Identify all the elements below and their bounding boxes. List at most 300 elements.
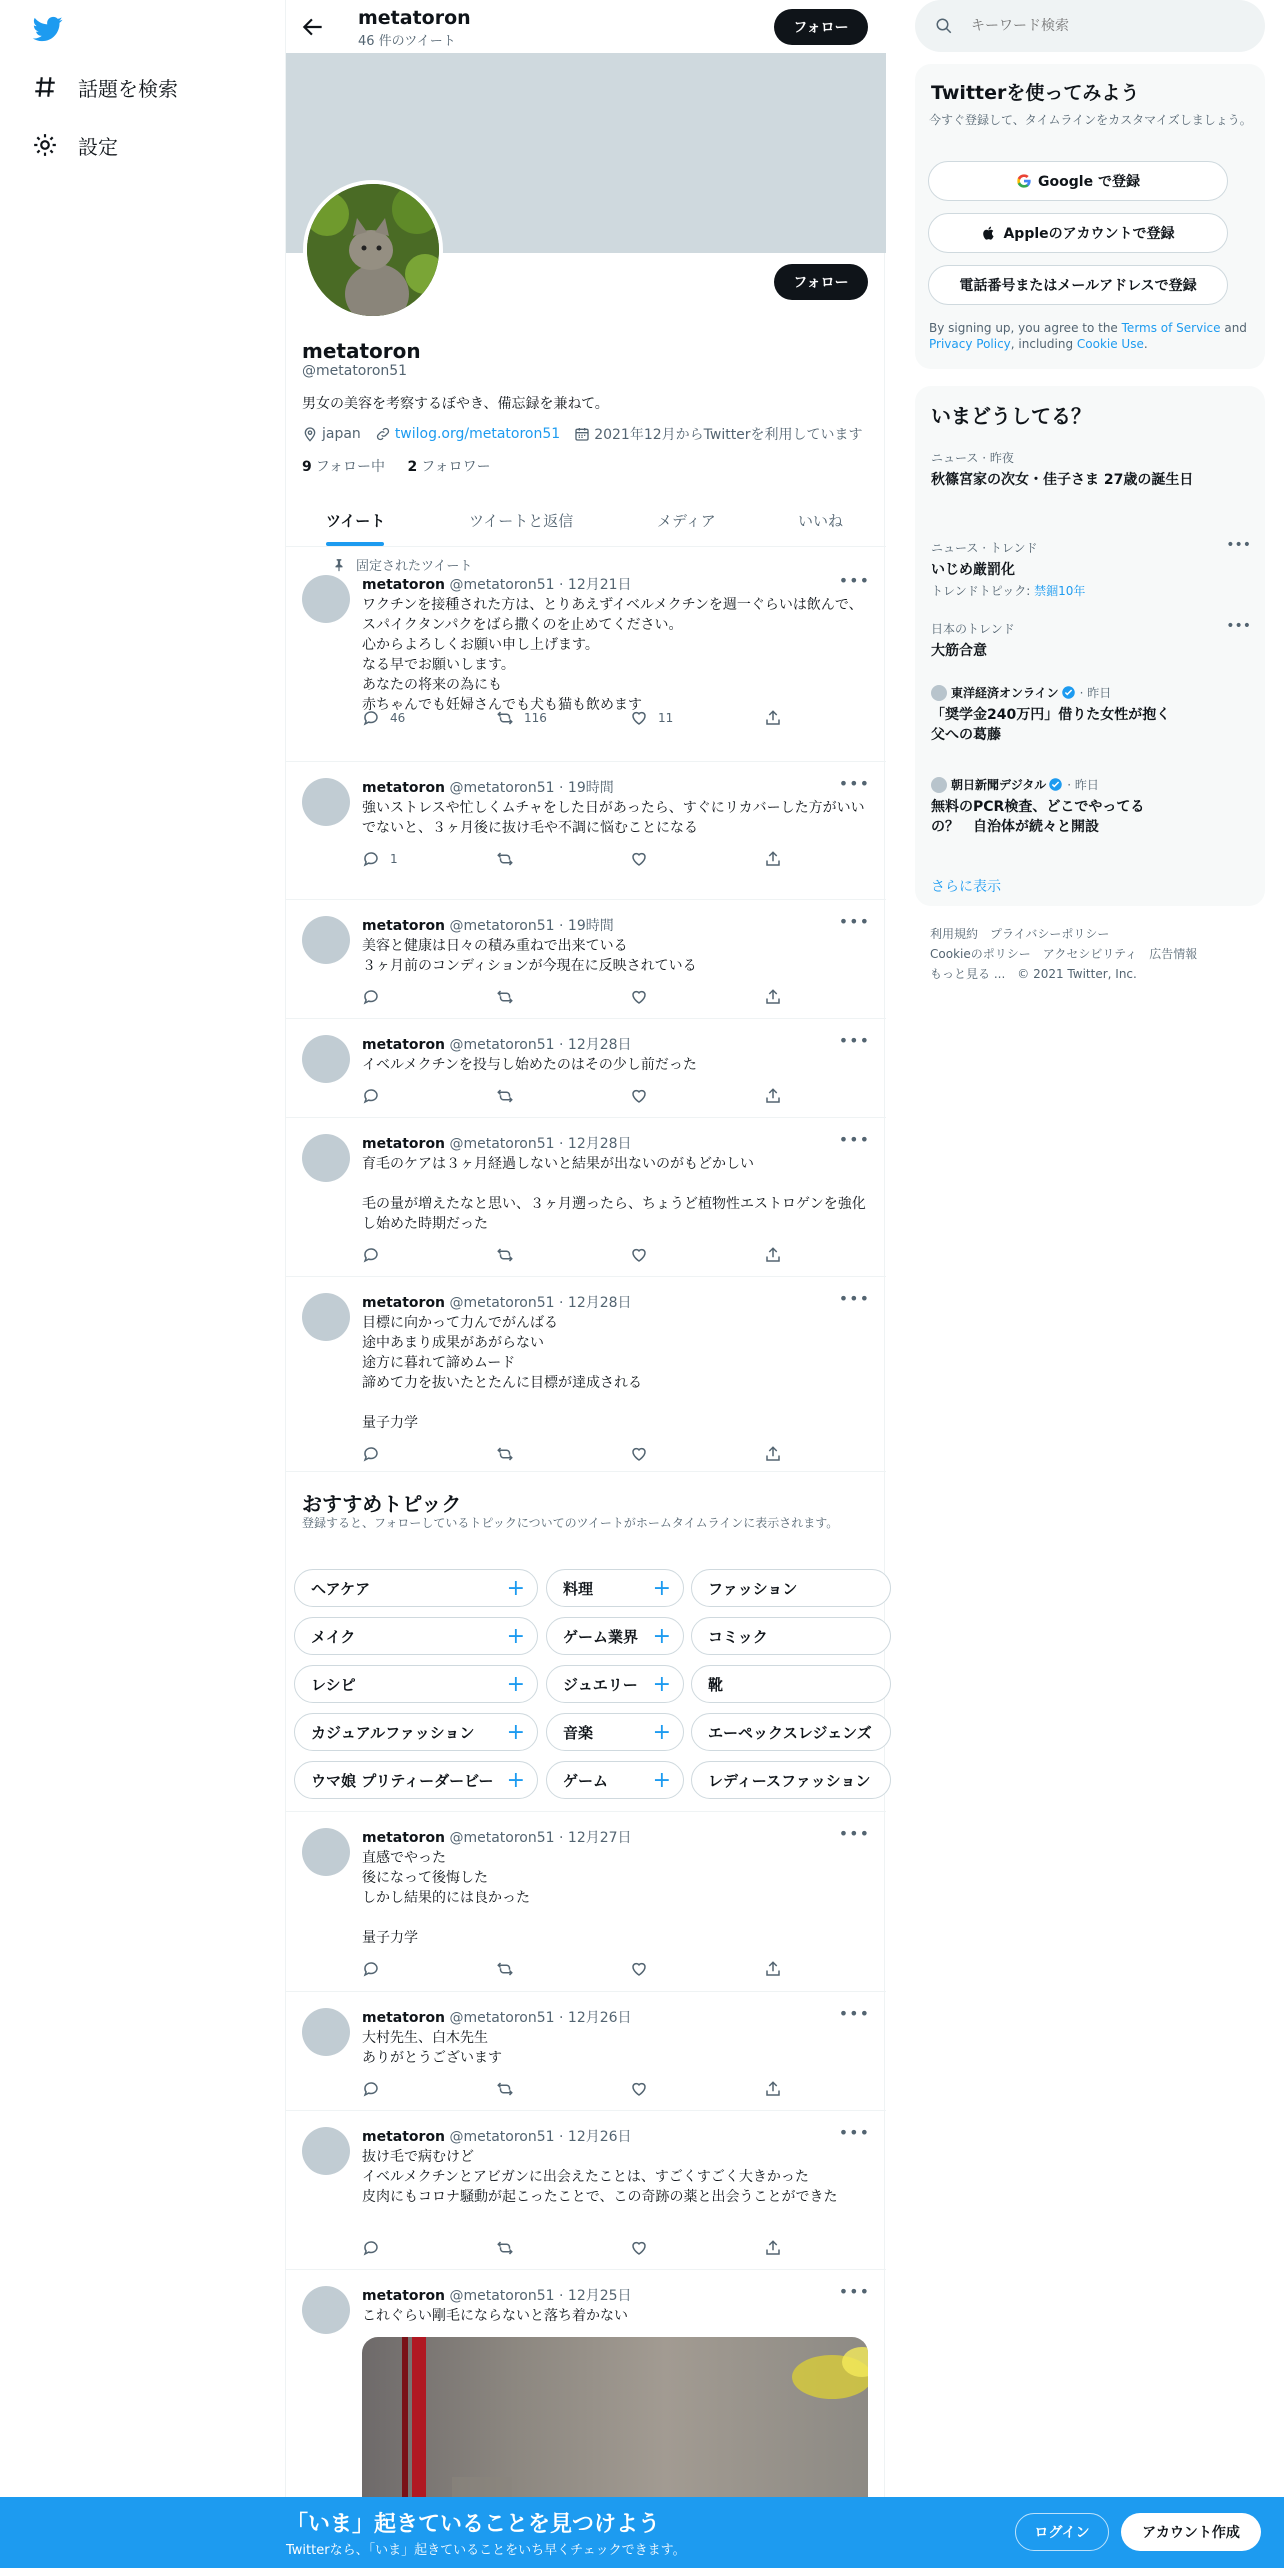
- trends-card: [915, 386, 1265, 906]
- retweet-button[interactable]: [496, 2080, 524, 2098]
- trends-show-more-link[interactable]: さらに表示: [931, 879, 1001, 895]
- tab-likes[interactable]: いいね: [798, 512, 844, 530]
- tweet-time[interactable]: 19時間: [567, 780, 614, 796]
- tab-media[interactable]: メディア: [657, 512, 716, 530]
- news-title: 無料のPCR検査、どこでやってるの？ 自治体が続々と開設: [931, 799, 1145, 835]
- topic-chip[interactable]: [691, 1569, 891, 1607]
- heart-icon: [630, 709, 648, 727]
- login-button[interactable]: ログイン: [1015, 2513, 1109, 2551]
- location-pin-icon: [302, 426, 318, 442]
- tab-tweets[interactable]: ツイート: [326, 512, 386, 530]
- like-button[interactable]: [630, 1445, 658, 1463]
- signup-title: Twitterを使ってみよう: [931, 82, 1140, 104]
- reply-icon: [362, 850, 380, 868]
- topic-chip-label: レシピ: [311, 1675, 356, 1694]
- pinned-indicator: [332, 555, 472, 574]
- topic-chip[interactable]: [546, 1617, 684, 1655]
- news-item[interactable]: [931, 684, 1251, 745]
- more-options-icon[interactable]: •••: [838, 1031, 870, 1050]
- tweet-time[interactable]: 19時間: [567, 918, 614, 934]
- calendar-icon: [574, 426, 590, 442]
- like-button[interactable]: [630, 850, 658, 868]
- terms-end-text: .: [1143, 337, 1148, 351]
- pin-icon: [332, 558, 346, 572]
- reply-button[interactable]: [362, 1087, 390, 1105]
- tweet-time[interactable]: 12月27日: [567, 1830, 632, 1846]
- plus-icon: +: [506, 1576, 525, 1601]
- topic-chip[interactable]: [294, 1713, 538, 1751]
- tweet-header: metatoron @metatoron51 · 12月28日: [362, 1136, 632, 1152]
- tweet-time[interactable]: 12月21日: [567, 577, 632, 593]
- topic-chip-label: ファッション: [708, 1579, 798, 1598]
- news-source-name: 朝日新聞デジタル: [951, 778, 1047, 792]
- footer-copyright: © 2021 Twitter, Inc.: [1017, 967, 1137, 981]
- tweet-author-handle: @metatoron51: [449, 2288, 555, 2304]
- like-button[interactable]: [630, 1087, 658, 1105]
- tweet-text: 直感でやった 後になって後悔した しかし結果的には良かった 量子力学: [362, 1850, 530, 1946]
- share-icon: [764, 1087, 782, 1105]
- tweet[interactable]: [286, 1992, 886, 2111]
- nav-settings-label: 設定: [78, 134, 118, 159]
- topic-chip[interactable]: [691, 1665, 891, 1703]
- tweet-author-handle: @metatoron51: [449, 577, 555, 593]
- topic-chip-label: ゲーム: [563, 1771, 609, 1790]
- share-icon: [764, 709, 782, 727]
- heart-icon: [630, 1246, 648, 1264]
- reply-button[interactable]: [362, 850, 398, 868]
- tweet[interactable]: [286, 1019, 886, 1118]
- signup-subtitle: 今すぐ登録して、タイムラインをカスタマイズしましょう。: [929, 113, 1252, 127]
- following-link[interactable]: [302, 459, 385, 475]
- following-label: フォロー中: [315, 459, 386, 475]
- topic-chip-label: ヘアケア: [311, 1579, 371, 1598]
- trend-context: ニュース · トレンド: [931, 541, 1038, 555]
- header-profile-name: metatoron: [358, 7, 471, 29]
- plus-icon: +: [506, 1624, 525, 1649]
- left-nav: [0, 0, 285, 2568]
- retweet-icon: [496, 1246, 514, 1264]
- news-avatar: [931, 777, 947, 793]
- topic-chip[interactable]: [691, 1617, 891, 1655]
- tweet-author-name[interactable]: metatoron: [362, 1136, 446, 1152]
- profile-meta: [302, 424, 877, 444]
- tweet-time[interactable]: 12月28日: [567, 1037, 632, 1053]
- more-options-icon[interactable]: •••: [1226, 618, 1251, 634]
- news-source: [931, 684, 1251, 701]
- topic-chip[interactable]: [294, 1761, 538, 1799]
- retweet-button[interactable]: [496, 2239, 524, 2257]
- tweet-author-name[interactable]: metatoron: [362, 577, 446, 593]
- google-signup-button[interactable]: [928, 161, 1228, 201]
- profile-bio: 男女の美容を考察するぼやき、備忘録を兼ねて。: [302, 396, 609, 412]
- retweet-icon: [496, 709, 514, 727]
- profile-handle: @metatoron51: [302, 363, 408, 379]
- tweet-author-name[interactable]: metatoron: [362, 1295, 446, 1311]
- topic-chip[interactable]: [546, 1761, 684, 1799]
- like-button[interactable]: [630, 988, 658, 1006]
- trend-title: 秋篠宮家の次女・佳子さま 27歳の誕生日: [931, 472, 1194, 488]
- search-icon: [935, 17, 953, 35]
- nav-settings[interactable]: [32, 125, 118, 165]
- trend-item[interactable]: [931, 620, 1251, 661]
- share-button[interactable]: [764, 2239, 792, 2257]
- like-button[interactable]: [630, 709, 673, 727]
- heart-icon: [630, 988, 648, 1006]
- retweet-button[interactable]: [496, 988, 524, 1006]
- like-button[interactable]: [630, 1246, 658, 1264]
- tweet-author-name[interactable]: metatoron: [362, 780, 446, 796]
- topic-chip[interactable]: [691, 1713, 891, 1751]
- topic-chip[interactable]: [691, 1761, 891, 1799]
- footer-privacy-link[interactable]: プライバシーポリシー: [990, 927, 1110, 941]
- tweet-author-name[interactable]: metatoron: [362, 2010, 446, 2026]
- tweet-actions: [362, 2080, 782, 2100]
- more-options-icon[interactable]: •••: [838, 2282, 870, 2301]
- profile-follow-stats: [302, 456, 491, 476]
- header-tweet-count: 46 件のツイート: [358, 34, 456, 49]
- profile-location-text: japan: [322, 426, 361, 442]
- trend-item[interactable]: [931, 539, 1251, 599]
- share-button[interactable]: [764, 709, 792, 727]
- terms-including-text: , including: [1010, 337, 1077, 351]
- retweet-button[interactable]: [496, 1087, 524, 1105]
- bottom-signup-bar: [0, 2497, 1284, 2568]
- retweet-button[interactable]: [496, 850, 524, 868]
- trend-context: 日本のトレンド: [931, 622, 1015, 636]
- tweet-avatar[interactable]: [302, 2127, 350, 2175]
- tweet[interactable]: [286, 2111, 886, 2270]
- tweet-avatar[interactable]: [302, 2286, 350, 2334]
- reply-count: 46: [390, 711, 406, 725]
- tweet-avatar[interactable]: [302, 2008, 350, 2056]
- share-icon: [764, 850, 782, 868]
- share-icon: [764, 1246, 782, 1264]
- tweet-actions: [362, 2239, 782, 2259]
- plus-icon: +: [652, 1720, 671, 1745]
- signup-terms: [929, 320, 1254, 352]
- profile-website-link[interactable]: twilog.org/metatoron51: [394, 426, 561, 442]
- retweet-count: 116: [524, 711, 547, 725]
- more-options-icon[interactable]: •••: [838, 2004, 870, 2023]
- verified-badge-icon: [1048, 777, 1063, 792]
- news-time: · 昨日: [1067, 778, 1099, 792]
- profile-tabs: [286, 494, 886, 547]
- tweet-actions: [362, 850, 782, 870]
- like-button[interactable]: [630, 2239, 658, 2257]
- tweet-text: 育毛のケアは３ヶ月経過しないと結果が出ないのがもどかしい 毛の量が増えたなと思い、３ヶ月遡ったら、ちょうど植物性エストロゲンを強化し始めた時期だった: [362, 1156, 866, 1232]
- topic-chip-label: エーペックスレジェンズ: [708, 1723, 872, 1742]
- nav-explore[interactable]: [32, 67, 178, 107]
- topic-chip-label: レディースファッション: [708, 1771, 871, 1790]
- topic-chip-label: ジュエリー: [563, 1675, 638, 1694]
- footer-links: [930, 924, 1260, 984]
- heart-icon: [630, 1087, 648, 1105]
- reply-icon: [362, 1445, 380, 1463]
- followers-link[interactable]: [408, 459, 491, 475]
- share-button[interactable]: [764, 2080, 792, 2098]
- search-box[interactable]: [915, 0, 1265, 52]
- google-icon: [1016, 173, 1032, 189]
- retweet-icon: [496, 1087, 514, 1105]
- tweet-time[interactable]: 12月28日: [567, 1136, 632, 1152]
- retweet-icon: [496, 850, 514, 868]
- signup-card: [915, 64, 1265, 369]
- share-button[interactable]: [764, 850, 792, 868]
- retweet-button[interactable]: [496, 709, 547, 727]
- tweet-header: metatoron @metatoron51 · 12月25日: [362, 2288, 632, 2304]
- topic-chip[interactable]: [294, 1569, 538, 1607]
- tweet-text: 抜け毛で病むけど イベルメクチンとアビガンに出会えたことは、すごくすごく大きかった 皮肉にもコロナ騒動が起こったことで、この奇跡の薬と出会うことができた: [362, 2149, 838, 2205]
- topic-chip-label: カジュアルファッション: [311, 1723, 475, 1742]
- tweet-header: metatoron @metatoron51 · 12月28日: [362, 1037, 632, 1053]
- trend-subtopic-label: トレンドトピック:: [931, 584, 1035, 598]
- profile-avatar[interactable]: [303, 180, 443, 320]
- share-button[interactable]: [764, 1445, 792, 1463]
- bottom-bar-title: 「いま」起きていることを見つけよう: [286, 2512, 661, 2537]
- tweet-author-handle: @metatoron51: [449, 918, 555, 934]
- reply-button[interactable]: [362, 1960, 390, 1978]
- retweet-icon: [496, 1445, 514, 1463]
- retweet-button[interactable]: [496, 1960, 524, 1978]
- tweet-actions: [362, 709, 782, 729]
- heart-icon: [630, 2239, 648, 2257]
- plus-icon: +: [506, 1672, 525, 1697]
- tweet-text: これぐらい剛毛にならないと落ち着かない: [362, 2308, 628, 2324]
- followers-count: 2: [407, 459, 418, 475]
- tweet-author-name[interactable]: metatoron: [362, 1037, 446, 1053]
- retweet-button[interactable]: [496, 1246, 524, 1264]
- heart-icon: [630, 1445, 648, 1463]
- share-icon: [764, 988, 782, 1006]
- terms-text: By signing up, you agree to the: [929, 321, 1122, 335]
- footer-cookie-link[interactable]: Cookieのポリシー: [930, 947, 1031, 961]
- topics-subtitle: 登録すると、フォローしているトピックについてのツイートがホームタイムラインに表示されます。: [302, 1516, 839, 1530]
- plus-icon: +: [652, 1768, 671, 1793]
- topic-chip[interactable]: [294, 1665, 538, 1703]
- share-button[interactable]: [764, 988, 792, 1006]
- trend-title: いじめ厳罰化: [931, 562, 1015, 578]
- tweet-avatar[interactable]: [302, 1828, 350, 1876]
- share-icon: [764, 2080, 782, 2098]
- tweet-avatar[interactable]: [302, 916, 350, 964]
- tweet[interactable]: [286, 762, 886, 900]
- tweet-header: metatoron @metatoron51 · 19時間: [362, 918, 614, 934]
- news-title: 「奨学金240万円」借りた女性が抱く父への葛藤: [931, 707, 1171, 743]
- profile-column: [285, 0, 885, 2568]
- topic-chip[interactable]: [546, 1665, 684, 1703]
- trend-item[interactable]: [931, 449, 1251, 490]
- topic-chip[interactable]: [546, 1713, 684, 1751]
- more-options-icon[interactable]: •••: [838, 1824, 870, 1843]
- like-button[interactable]: [630, 2080, 658, 2098]
- tweet-text: イベルメクチンを投与し始めたのはその少し前だった: [362, 1057, 697, 1073]
- retweet-icon: [496, 2080, 514, 2098]
- tweet[interactable]: [286, 1118, 886, 1277]
- tweet-text: ワクチンを接種された方は、とりあえずイベルメクチンを週一ぐらいは飲んで、スパイクタンパクをばら撒くのを止めてください。 心からよろしくお願い申し上げます。 なる早でお願いします。 あなたの将来の為にも 赤ちゃんでも妊婦さんでも犬も猫も飲めます: [362, 597, 863, 713]
- terms-and-text: and: [1220, 321, 1247, 335]
- profile-website[interactable]: [375, 426, 560, 442]
- topic-chip-label: 料理: [563, 1579, 594, 1598]
- tweet[interactable]: [286, 1812, 886, 1992]
- heart-icon: [630, 850, 648, 868]
- tweet-header: metatoron @metatoron51 · 12月26日: [362, 2129, 632, 2145]
- twitter-logo-icon[interactable]: [32, 14, 64, 44]
- tweet-actions: [362, 1087, 782, 1107]
- tweet-time[interactable]: 12月28日: [567, 1295, 632, 1311]
- reply-button[interactable]: [362, 2239, 390, 2257]
- recommended-topics: [286, 1472, 886, 1812]
- cookie-use-link[interactable]: Cookie Use: [1076, 337, 1144, 351]
- more-options-icon[interactable]: •••: [838, 1130, 870, 1149]
- link-icon: [375, 426, 391, 442]
- more-options-icon[interactable]: •••: [838, 912, 870, 931]
- tweet-avatar[interactable]: [302, 575, 350, 623]
- heart-icon: [630, 2080, 648, 2098]
- bottom-bar-subtitle: Twitterなら、「いま」起きていることをいち早くチェックできます。: [286, 2543, 686, 2558]
- reply-icon: [362, 2080, 380, 2098]
- search-input[interactable]: [971, 18, 1221, 34]
- tweet-author-handle: @metatoron51: [449, 2010, 555, 2026]
- verified-badge-icon: [1061, 685, 1076, 700]
- tweet-avatar[interactable]: [302, 1035, 350, 1083]
- like-button[interactable]: [630, 1960, 658, 1978]
- reply-button[interactable]: [362, 709, 405, 727]
- following-count: 9: [302, 459, 312, 475]
- cat-photo-icon: [307, 184, 439, 316]
- news-item[interactable]: [931, 776, 1251, 837]
- tweet-author-name[interactable]: metatoron: [362, 918, 446, 934]
- tweet-actions: [362, 1960, 782, 1980]
- tweet-author-name[interactable]: metatoron: [362, 2288, 446, 2304]
- trend-subtopic: [931, 582, 1251, 599]
- tab-tweets-replies[interactable]: ツイートと返信: [469, 512, 574, 530]
- tweet-author-name[interactable]: metatoron: [362, 1830, 446, 1846]
- plus-icon: +: [652, 1576, 671, 1601]
- hashtag-icon: [32, 74, 58, 100]
- topic-chip-label: 靴: [708, 1675, 724, 1694]
- reply-icon: [362, 1246, 380, 1264]
- tweet[interactable]: [286, 1277, 886, 1472]
- tweet-text: 大村先生、白木先生 ありがとうございます: [362, 2030, 502, 2066]
- plus-icon: +: [652, 1672, 671, 1697]
- apple-signup-button[interactable]: [928, 213, 1228, 253]
- profile-name: metatoron: [302, 339, 421, 363]
- google-signup-label: Google で登録: [1038, 174, 1140, 190]
- profile-joined-text: 2021年12月からTwitterを利用しています: [594, 427, 863, 443]
- nav-explore-label: 話題を検索: [78, 76, 178, 101]
- followers-label: フォロワー: [421, 459, 491, 475]
- reply-icon: [362, 2239, 380, 2257]
- tweet-text: 美容と健康は日々の積み重ねで出来ている ３ヶ月前のコンディションが今現在に反映されている: [362, 938, 697, 974]
- tweet-header: metatoron @metatoron51 · 12月21日: [362, 577, 632, 593]
- topic-chip-label: 音楽: [563, 1723, 594, 1742]
- share-button[interactable]: [764, 1960, 792, 1978]
- trend-subtopic-value[interactable]: 禁錮10年: [1034, 584, 1086, 598]
- news-source: [931, 776, 1251, 793]
- footer-accessibility-link[interactable]: アクセシビリティ: [1042, 947, 1138, 961]
- trends-title: いまどうしてる？: [931, 404, 1091, 428]
- tweet-header: metatoron @metatoron51 · 12月27日: [362, 1830, 632, 1846]
- pinned-label: 固定されたツイート: [356, 559, 473, 574]
- tweet-header: metatoron @metatoron51 · 19時間: [362, 780, 614, 796]
- reply-button[interactable]: [362, 1445, 390, 1463]
- tweet-author-handle: @metatoron51: [449, 1295, 555, 1311]
- apple-signup-label: Appleのアカウントで登録: [1003, 226, 1175, 242]
- tweet-time[interactable]: 12月26日: [567, 2010, 632, 2026]
- reply-button[interactable]: [362, 1246, 390, 1264]
- news-time: · 昨日: [1079, 686, 1112, 700]
- tweet-author-handle: @metatoron51: [449, 1830, 555, 1846]
- footer-more-link[interactable]: もっと見る ...: [930, 967, 1006, 981]
- topic-chip-label: コミック: [708, 1627, 768, 1646]
- tweet-avatar[interactable]: [302, 778, 350, 826]
- retweet-icon: [496, 988, 514, 1006]
- plus-icon: +: [506, 1720, 525, 1745]
- share-icon: [764, 1445, 782, 1463]
- phone-email-signup-button[interactable]: 電話番号またはメールアドレスで登録: [928, 265, 1228, 305]
- more-options-icon[interactable]: •••: [838, 2123, 870, 2142]
- more-options-icon[interactable]: •••: [1226, 537, 1251, 553]
- tweet-avatar[interactable]: [302, 1134, 350, 1182]
- tab-active-indicator: [326, 542, 384, 546]
- heart-icon: [630, 1960, 648, 1978]
- tweet[interactable]: [286, 900, 886, 1019]
- profile-location: [302, 426, 361, 442]
- footer-terms-link[interactable]: 利用規約: [930, 927, 979, 941]
- share-button[interactable]: [764, 1087, 792, 1105]
- tweet-author-name[interactable]: metatoron: [362, 2129, 446, 2145]
- tweet[interactable]: [286, 547, 886, 762]
- share-icon: [764, 1960, 782, 1978]
- topic-chip[interactable]: [546, 1569, 684, 1607]
- tweet-header: metatoron @metatoron51 · 12月26日: [362, 2010, 632, 2026]
- profile-follow-button[interactable]: フォロー: [774, 264, 868, 300]
- more-options-icon[interactable]: •••: [838, 774, 870, 793]
- news-source-name: 東洋経済オンライン: [951, 686, 1059, 700]
- topics-title: おすすめトピック: [302, 1492, 462, 1516]
- share-button[interactable]: [764, 1246, 792, 1264]
- footer-ads-link[interactable]: 広告情報: [1149, 947, 1198, 961]
- profile-joined: [574, 424, 862, 444]
- tweet-author-handle: @metatoron51: [449, 1037, 555, 1053]
- privacy-policy-link[interactable]: Privacy Policy: [929, 337, 1011, 351]
- header-follow-button[interactable]: フォロー: [774, 9, 868, 45]
- reply-button[interactable]: [362, 2080, 390, 2098]
- more-options-icon[interactable]: •••: [838, 571, 870, 590]
- reply-button[interactable]: [362, 988, 390, 1006]
- tweet-text: 強いストレスや忙しくムチャをした日があったら、すぐにリカバーした方がいい でないと、３ヶ月後に抜け毛や不調に悩むことになる: [362, 800, 865, 836]
- reply-count: 1: [390, 852, 398, 866]
- more-options-icon[interactable]: •••: [838, 1289, 870, 1308]
- signup-button[interactable]: アカウント作成: [1121, 2513, 1261, 2551]
- tweet-author-handle: @metatoron51: [449, 2129, 555, 2145]
- tweet-time[interactable]: 12月25日: [567, 2288, 632, 2304]
- topic-chip[interactable]: [294, 1617, 538, 1655]
- tweet-avatar[interactable]: [302, 1293, 350, 1341]
- back-arrow-icon[interactable]: [300, 14, 326, 40]
- terms-of-service-link[interactable]: Terms of Service: [1121, 321, 1221, 335]
- topic-chip-label: ゲーム業界: [563, 1627, 639, 1646]
- tweet-actions: [362, 988, 782, 1008]
- tweet-time[interactable]: 12月26日: [567, 2129, 632, 2145]
- retweet-icon: [496, 1960, 514, 1978]
- plus-icon: +: [652, 1624, 671, 1649]
- retweet-button[interactable]: [496, 1445, 524, 1463]
- reply-icon: [362, 988, 380, 1006]
- topic-chip-label: ウマ娘 プリティーダービー: [311, 1771, 494, 1790]
- trend-context: ニュース · 昨夜: [931, 451, 1014, 465]
- news-avatar: [931, 685, 947, 701]
